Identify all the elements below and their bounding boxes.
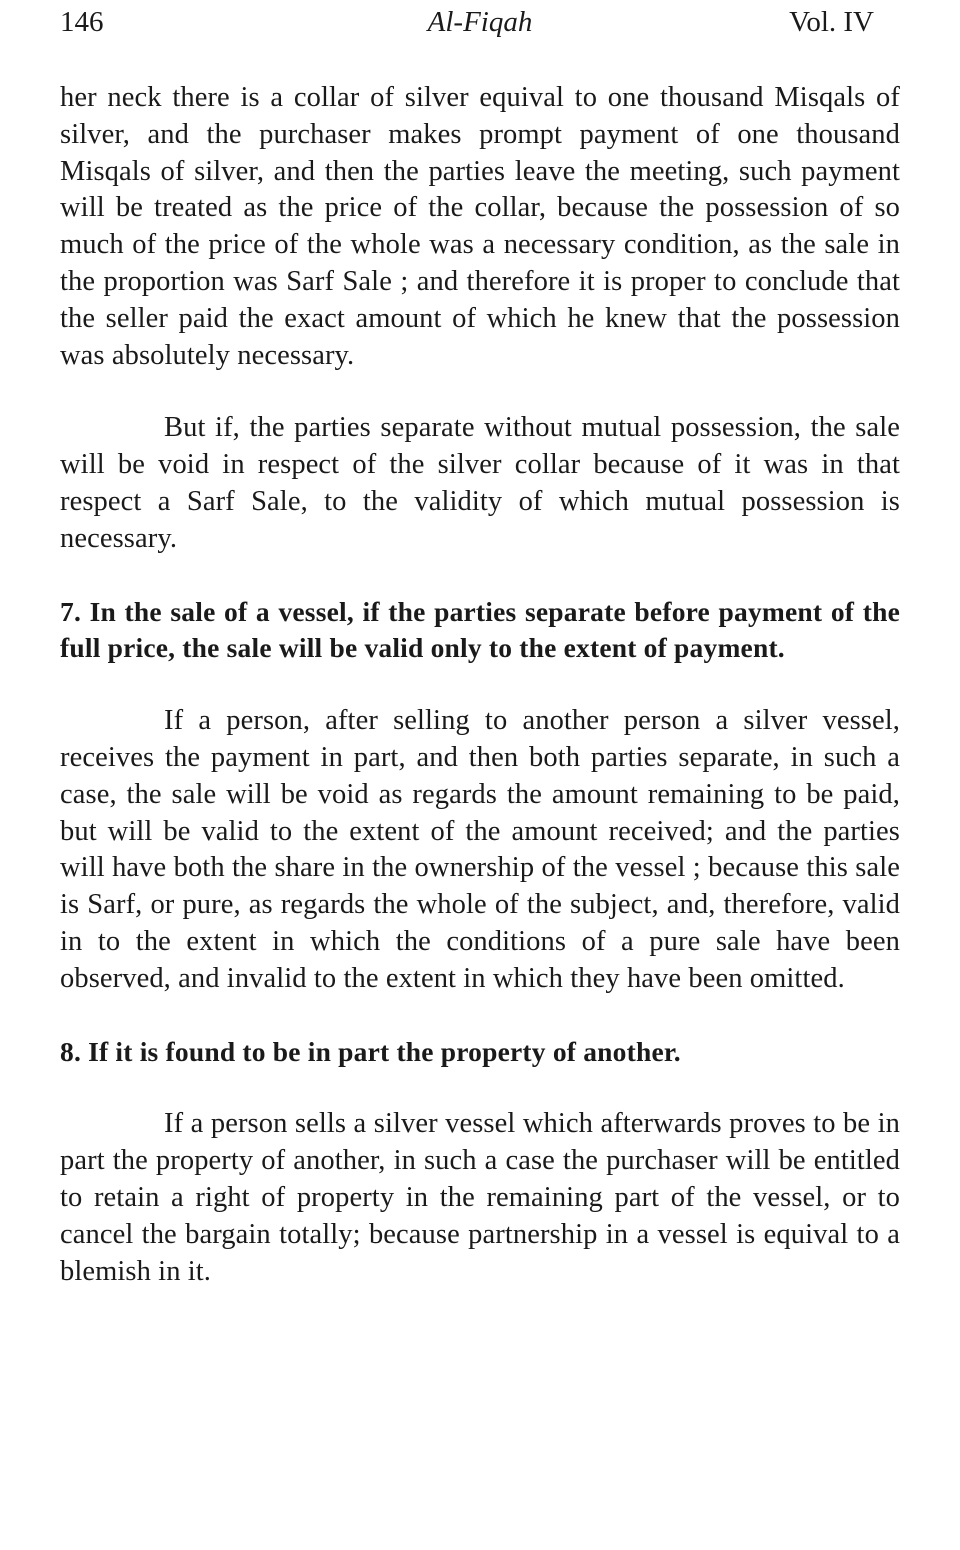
paragraph-continued: her neck there is a collar of silver equival to one thousand Misqals of silver, and the purchaser makes prompt payment of one thousand Misqals of silver, and then the parties leave the meeting, such payment will be treated as the price of the collar, because the possession of so much of the price of the whole was a necessary condition, as the sale in the proportion was Sarf Sale ; and therefore it is proper to conclude that the seller paid the exact amount of which he knew that the possession was absolutely necessary. — [60, 82, 900, 371]
page-number: 146 — [60, 6, 104, 38]
book-page — [60, 0, 900, 1290]
section-heading-8: 8. If it is found to be in part the property of another. — [60, 1035, 681, 1067]
running-header — [60, 2, 900, 42]
volume-label: Vol. IV — [789, 6, 874, 38]
paragraph-separation-void: But if, the parties separate without mutual possession, the sale will be void in respect of the silver collar because of it was in that respect a Sarf Sale, to the validity of which mutual possession is necessary. — [60, 412, 900, 554]
book-title: Al-Fiqah — [427, 6, 533, 38]
paragraph-property-of-another: If a person sells a silver vessel which afterwards proves to be in part the property of another, in such a case the purchaser will be entitled to retain a right of property in the remaining part of the vessel, or to cancel the bargain totally; because partnership in a vessel is equival to a blemish in it. — [60, 1108, 900, 1287]
paragraph-partial-payment: If a person, after selling to another person a silver vessel, receives the payment in part, and then both parties separate, in such a case, the sale will be void as regards the amount remaining to be paid, but will be valid to the extent of the amount received; and the parties will have both the share in the ownership of the vessel ; because this sale is Sarf, or pure, as regards the whole of the subject, and, therefore, valid in to the extent in which the conditions of a pure sale have been observed, and invalid to the extent in which they have been omitted. — [60, 705, 900, 994]
section-heading-7: 7. In the sale of a vessel, if the parties separate before payment of the full price, the sale will be valid only to the extent of payment. — [60, 595, 900, 664]
